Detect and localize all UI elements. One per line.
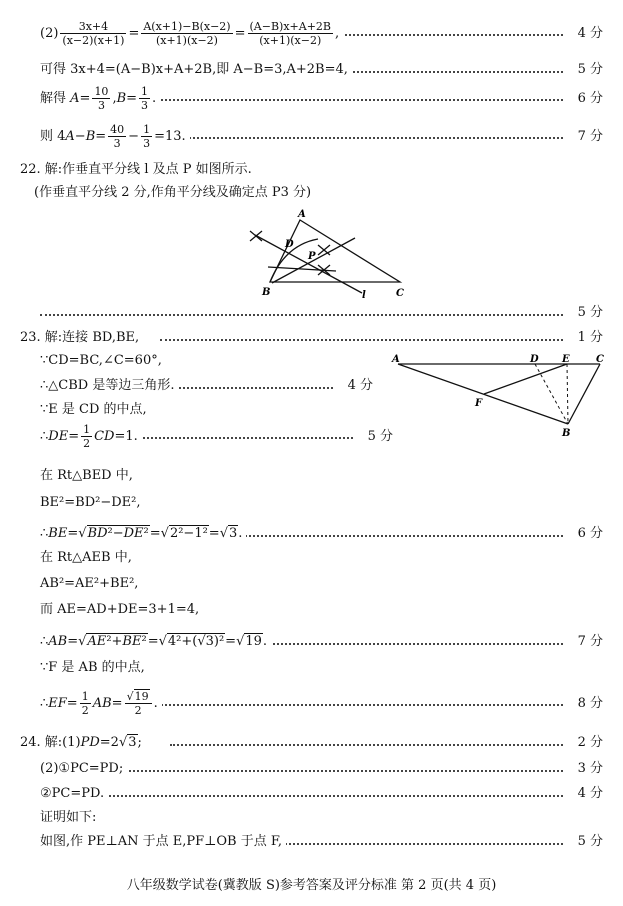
pt-A: A	[298, 209, 306, 220]
q23-line-9: 在 Rt△AEB 中,	[40, 548, 603, 568]
q22-note: (作垂直平分线 2 分,作角平分线及确定点 P3 分)	[34, 183, 603, 203]
q23-line-8: ∴BE=√BD²−DE²=√2²−1²=√3. 6 分	[40, 524, 603, 544]
q22-label: 22. 解:作垂直平分线 l 及点 P 如图所示.	[20, 160, 603, 180]
q23-line-4: ∵E 是 CD 的中点,	[40, 400, 363, 420]
page-footer: 八年级数学试卷(冀教版 S)参考答案及评分标准 第 2 页(共 4 页)	[126, 878, 497, 893]
pt-F: F	[475, 398, 483, 409]
q21-line-3: 解得 A= $\frac{10}{3}$ ,B= $\frac{1}{3}$ . 6 分	[40, 85, 603, 112]
q21-line-2: 可得 3x+4=(A−B)x+A+2B,即 A−B=3,A+2B=4, 5 分	[40, 60, 603, 80]
pt-B: B	[262, 287, 271, 298]
q24-line-1: 24. 解:(1)PD=2√3; 2 分	[20, 733, 603, 753]
pt-D: D	[530, 354, 539, 365]
q21-line-1: (2) $\frac{3x+4}{(x-2)(x+1)}$ = $\frac{A(x+1)-B(x-2)}{(x+1)(x-2)}$ = $\frac{(A-B)x+A+2B}{(x+1)(x-2)}$ , 4 分	[40, 20, 603, 47]
pt-E: E	[562, 354, 570, 365]
q24-line-5: 如图,作 PE⊥AN 于点 E,PF⊥OB 于点 F, 5 分	[40, 832, 603, 852]
q22-score-line: 5 分	[40, 303, 603, 323]
q24-line-2: (2)①PC=PD; 3 分	[40, 759, 603, 779]
q23-line-12: ∴AB=√AE²+BE²=√4²+(√3)²=√19. 7 分	[40, 632, 603, 652]
q23-line-3: ∴△CBD 是等边三角形. 4 分	[40, 376, 373, 396]
q24-line-3: ②PC=PD. 4 分	[40, 784, 603, 804]
pt-l: l	[362, 290, 366, 301]
q23-line-7: BE²=BD²−DE²,	[40, 493, 603, 513]
q21-line-4: 则 4A−B= $\frac{40}{3}$ − $\frac{1}{3}$ =13. 7 分	[40, 123, 603, 150]
pt-A: A	[392, 354, 400, 365]
pt-B: B	[562, 428, 571, 439]
q23-line-14: ∴EF= $\frac{1}{2}$ AB= $\frac{√19}{2}$ . 8 分	[40, 690, 603, 717]
q22-figure	[0, 205, 623, 305]
q24-line-4: 证明如下:	[40, 808, 603, 828]
q23-line-1: 23. 解:连接 BD,BE, 1 分	[20, 328, 603, 348]
q23-line-6: 在 Rt△BED 中,	[40, 466, 603, 486]
pt-C: C	[396, 288, 404, 299]
q23-line-10: AB²=AE²+BE²,	[40, 574, 603, 594]
q23-line-13: ∵F 是 AB 的中点,	[40, 658, 603, 678]
pt-P: P	[308, 251, 316, 262]
score: 4 分	[574, 20, 603, 48]
q23-line-11: 而 AE=AD+DE=3+1=4,	[40, 600, 603, 620]
pt-D: D	[285, 239, 294, 250]
q23-line-2: ∵CD=BC,∠C=60°,	[40, 351, 363, 371]
pt-C: C	[596, 354, 604, 365]
q23-line-5: ∴DE= $\frac{1}{2}$ CD=1. 5 分	[40, 423, 393, 450]
